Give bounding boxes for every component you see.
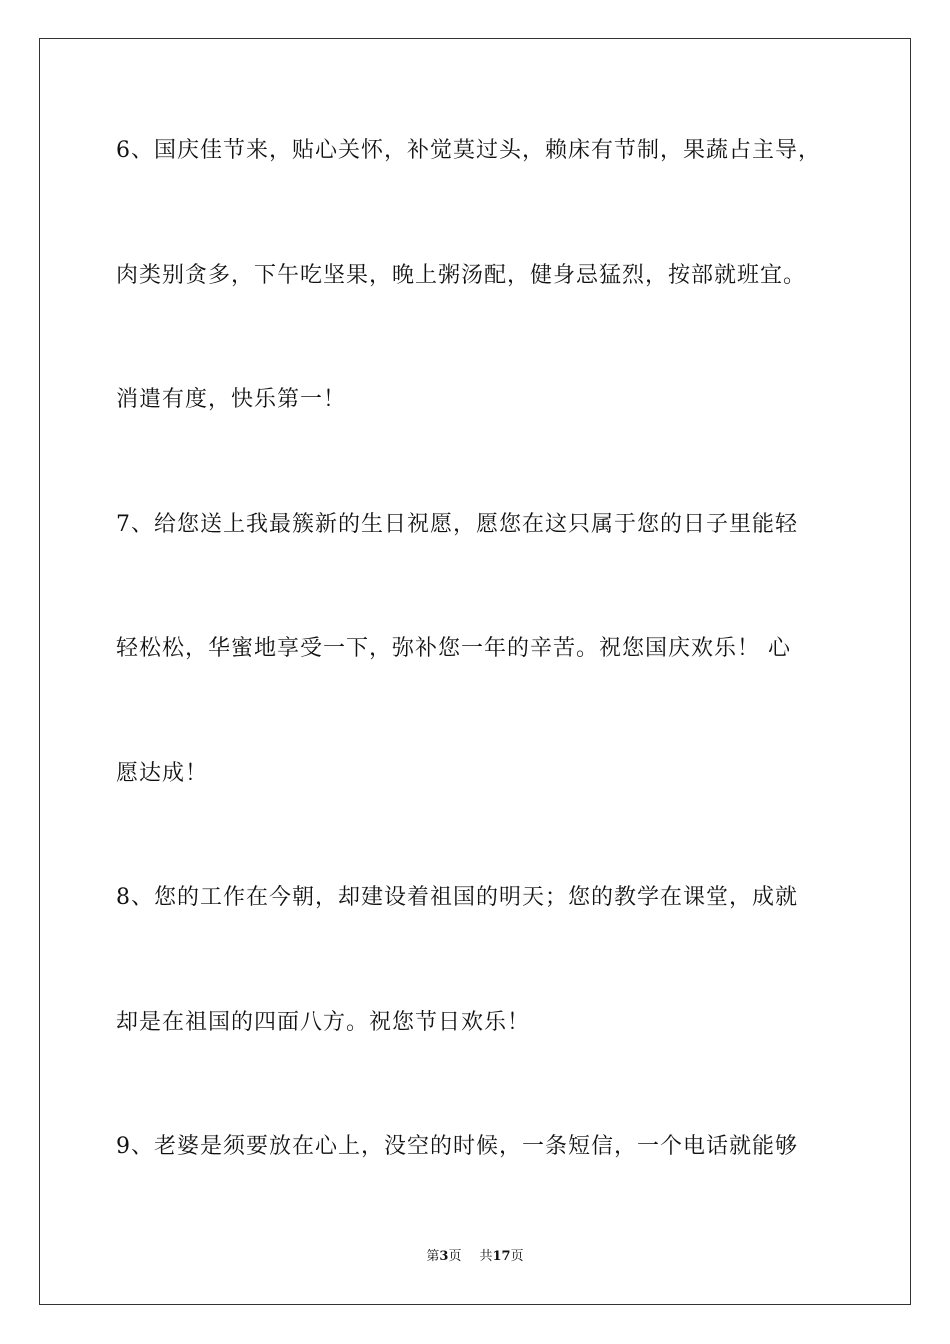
text-line: 6、国庆佳节来，贴心关怀，补觉莫过头，赖床有节制，果蔬占主导， (116, 138, 821, 163)
page-border (39, 38, 911, 1305)
total-pages: 17 (492, 1249, 511, 1264)
page-footer (0, 1248, 950, 1266)
text-line: 肉类别贪多，下午吃坚果，晚上粥汤配，健身忌猛烈，按部就班宜。 (116, 263, 807, 288)
page-prefix: 第 (426, 1249, 440, 1264)
text-line: 轻松松，华蜜地享受一下，弥补您一年的辛苦。祝您国庆欢乐！ 心 (116, 636, 791, 661)
page-number: 3 (439, 1249, 449, 1264)
text-line: 9、老婆是须要放在心上，没空的时候，一条短信，一个电话就能够 (116, 1134, 798, 1159)
text-line: 却是在祖国的四面八方。祝您节日欢乐！ (116, 1010, 531, 1035)
total-suffix: 页 (510, 1249, 524, 1264)
total-prefix: 共 (479, 1249, 493, 1264)
text-line: 8、您的工作在今朝，却建设着祖国的明天；您的教学在课堂，成就 (116, 885, 798, 910)
text-line: 愿达成！ (116, 761, 209, 786)
text-line: 消遣有度，快乐第一！ (116, 387, 347, 412)
text-line: 7、给您送上我最簇新的生日祝愿，愿您在这只属于您的日子里能轻 (116, 512, 798, 537)
page-suffix: 页 (448, 1249, 462, 1264)
